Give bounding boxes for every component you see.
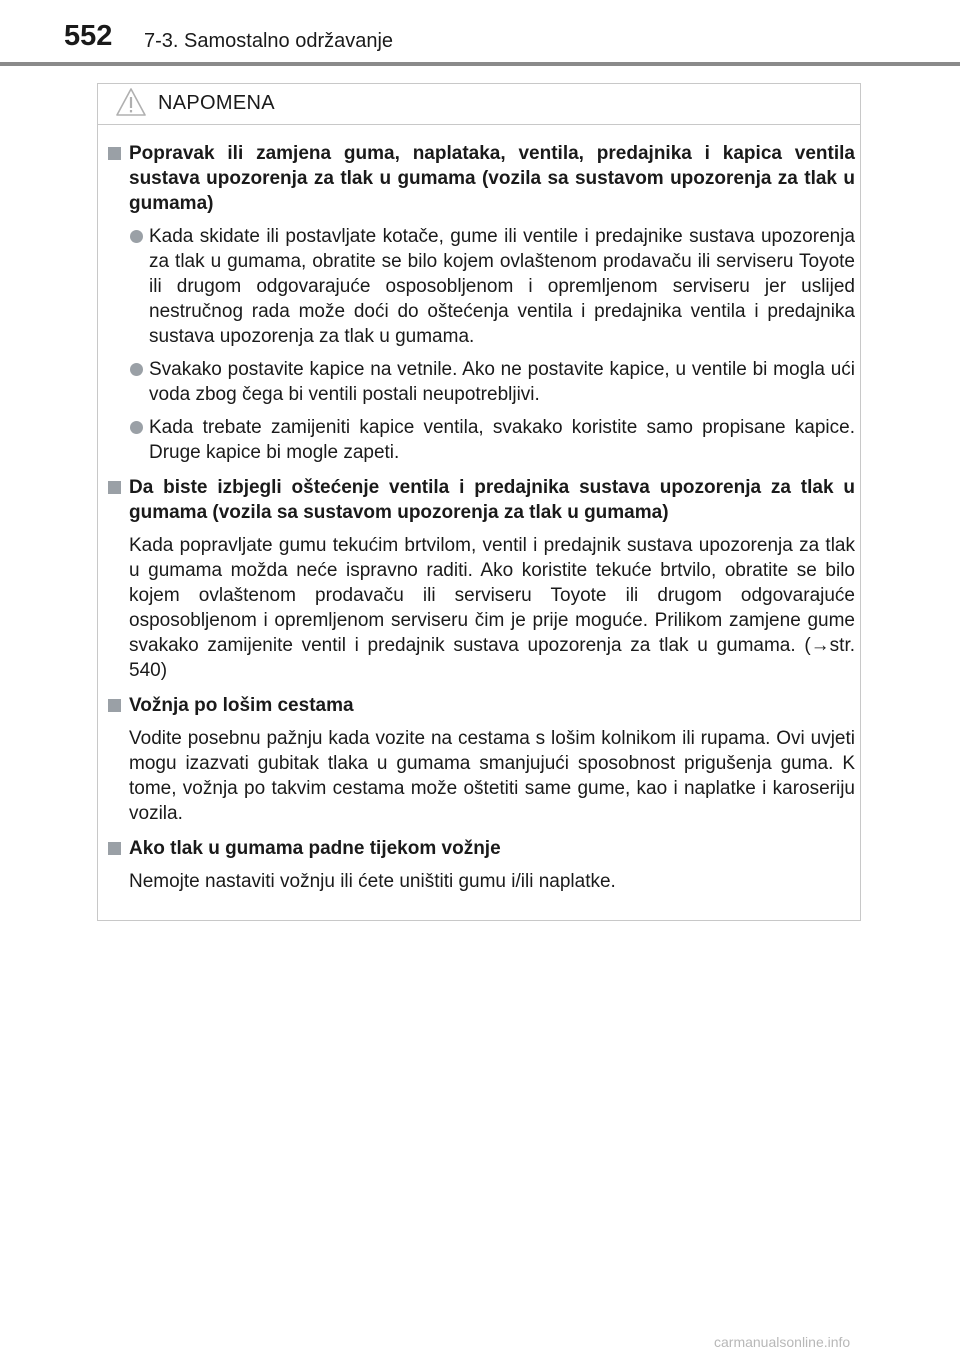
square-bullet-icon (108, 699, 121, 712)
section-valve-damage (105, 475, 855, 683)
list-item-text: Kada trebate zamijeniti kapice ventila, svakako koristite samo propisane kapice. Druge kapice bi mogle zapeti. (149, 417, 855, 463)
round-bullet-icon (130, 421, 143, 434)
section-text: Nemojte nastaviti vožnju ili ćete uništiti gumu i/ili naplatke. (129, 871, 616, 892)
list-item-text: Kada skidate ili postavljate kotače, gume ili ventile i predajnike sustava upozorenja za tlak u gumama, obratite se bilo kojem ovlaštenom prodavaču ili serviseru Toyote ili drugom odgovarajuće osposobljenom i opremljenom serviseru jer uslijed nestručnog rada može doći do oštećenja ventila i predajnika ventila i predajnika sustava upozorenja za tlak u gumama. (149, 226, 855, 347)
section-pressure-drop (105, 836, 855, 894)
section-bad-roads (105, 693, 855, 826)
notice-content (105, 141, 855, 894)
section-title-valve-damage: Da biste izbjegli oštećenje ventila i predajnika sustava upozorenja za tlak u gumama (vozila sa sustavom upozorenja za tlak u gumama) (129, 477, 855, 523)
notice-box (97, 83, 861, 921)
section-title-bad-roads: Vožnja po lošim cestama (129, 695, 354, 716)
watermark: carmanualsonline.info (714, 1334, 851, 1350)
square-bullet-icon (108, 842, 121, 855)
square-bullet-icon (108, 147, 121, 160)
page-header (0, 0, 960, 68)
section-text: Vodite posebnu pažnju kada vozite na cestama s lošim kolnikom ili rupama. Ovi uvjeti mogu izazvati gubitak tlaka u gumama smanjujući sposobnost prigušenja guma. K tome, vožnja po takvim cestama može oštetiti same gume, kao i naplatke i karoseriju vozila. (129, 728, 855, 824)
round-bullet-icon (130, 363, 143, 376)
square-bullet-icon (108, 481, 121, 494)
section-title-pressure-drop: Ako tlak u gumama padne tijekom vožnje (129, 838, 501, 859)
section-title: 7-3. Samostalno održavanje (144, 30, 394, 52)
list-item (129, 224, 855, 349)
list-item (129, 357, 855, 407)
section-tire-repair (105, 141, 855, 465)
section-title-tire-repair: Popravak ili zamjena guma, naplataka, ventila, predajnika i kapica ventila sustava upozorenja za tlak u gumama (vozila sa sustavom upozorenja za tlak u gumama) (129, 143, 855, 214)
section-text: Kada popravljate gumu tekućim brtvilom, ventil i predajnik sustava upozorenja za tlak u gumama možda neće ispravno raditi. Ako koristite tekuće brtvilo, obratite se bilo kojem ovlaštenom prodavaču ili serviseru Toyote ili drugom odgovarajuće osposobljenom i opremljenom serviseru čim je prije moguće. Prilikom zamjene gume svakako zamijenite ventil i predajnik sustava upozorenja za tlak u gumama. (→str. 540) (129, 535, 855, 681)
notice-label: NAPOMENA (158, 92, 275, 114)
notice-header (98, 84, 860, 125)
warning-triangle-icon (115, 87, 147, 117)
header-rule (0, 62, 960, 66)
round-bullet-icon (130, 230, 143, 243)
page-number: 552 (64, 20, 113, 52)
list-item-text: Svakako postavite kapice na vetnile. Ako ne postavite kapice, u ventile bi mogla ući voda zbog čega bi ventili postali neupotrebljivi. (149, 359, 855, 405)
list-item (129, 415, 855, 465)
